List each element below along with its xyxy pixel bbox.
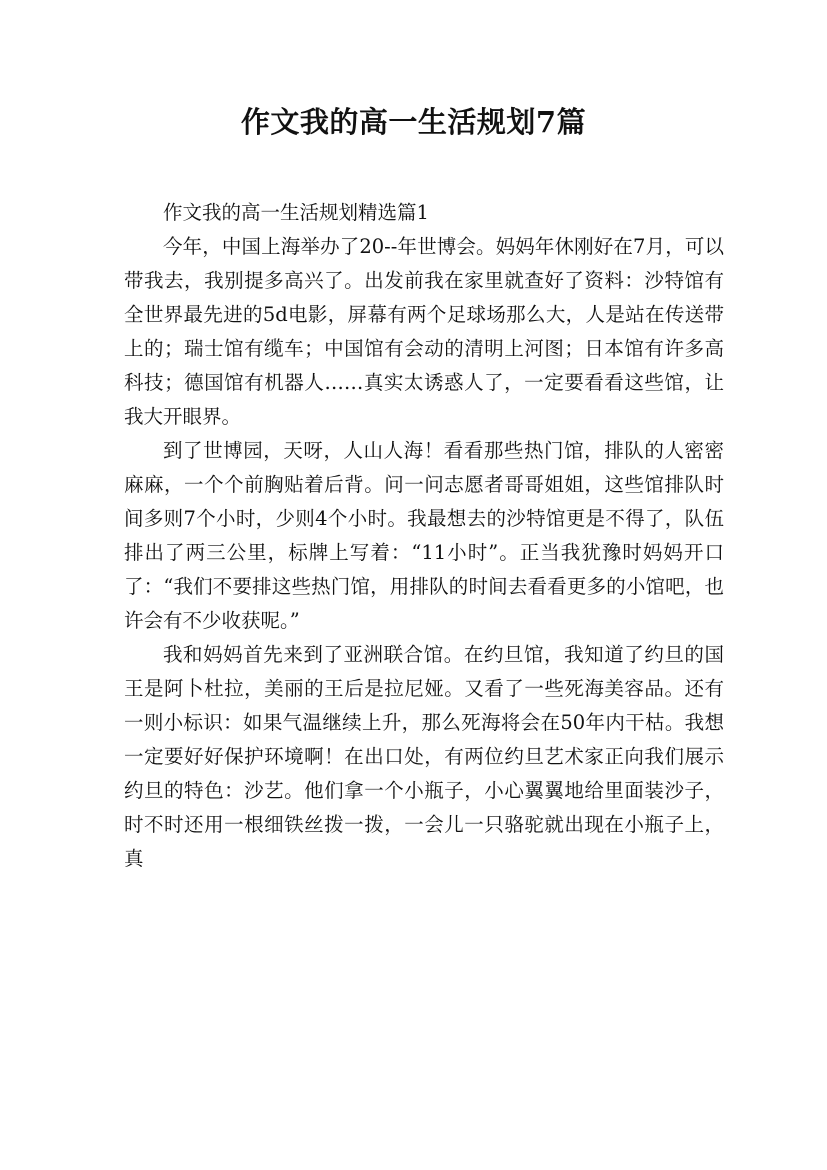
section-heading: 作文我的高一生活规划精选篇1 [163,201,429,224]
paragraph-1: 今年，中国上海举办了20--年世博会。妈妈年休刚好在7月，可以带我去，我别提多高兴了。出发前我在家里就查好了资料：沙特馆有全世界最先进的5d电影，屏幕有两个足球场那么大，人是站在传送带上的；瑞士馆有缆车；中国馆有会动的清明上河图；日本馆有许多高科技；德国馆有机器人……真实太诱惑人了，一定要看看这些馆，让我大开眼界。 [124,235,724,428]
document-title: 作文我的高一生活规划7篇 [240,105,587,139]
paragraph-2: 到了世博园，天呀，人山人海！看看那些热门馆，排队的人密密麻麻，一个个前胸贴着后背。问一问志愿者哥哥姐姐，这些馆排队时间多则7个小时，少则4个小时。我最想去的沙特馆更是不得了，队伍排出了两三公里，标牌上写着：“11小时”。正当我犹豫时妈妈开口了：“我们不要排这些热门馆，用排队的时间去看看更多的小馆吧，也许会有不少收获呢。” [124,439,724,632]
paragraph-3: 我和妈妈首先来到了亚洲联合馆。在约旦馆，我知道了约旦的国王是阿卜杜拉，美丽的王后是拉尼娅。又看了一些死海美容品。还有一则小标识：如果气温继续上升，那么死海将会在50年内干枯。我想一定要好好保护环境啊！在出口处，有两位约旦艺术家正向我们展示约旦的特色：沙艺。他们拿一个小瓶子，小心翼翼地给里面装沙子，时不时还用一根细铁丝拨一拨，一会儿一只骆驼就出现在小瓶子上，真 [124,643,724,870]
document-body [124,196,724,876]
